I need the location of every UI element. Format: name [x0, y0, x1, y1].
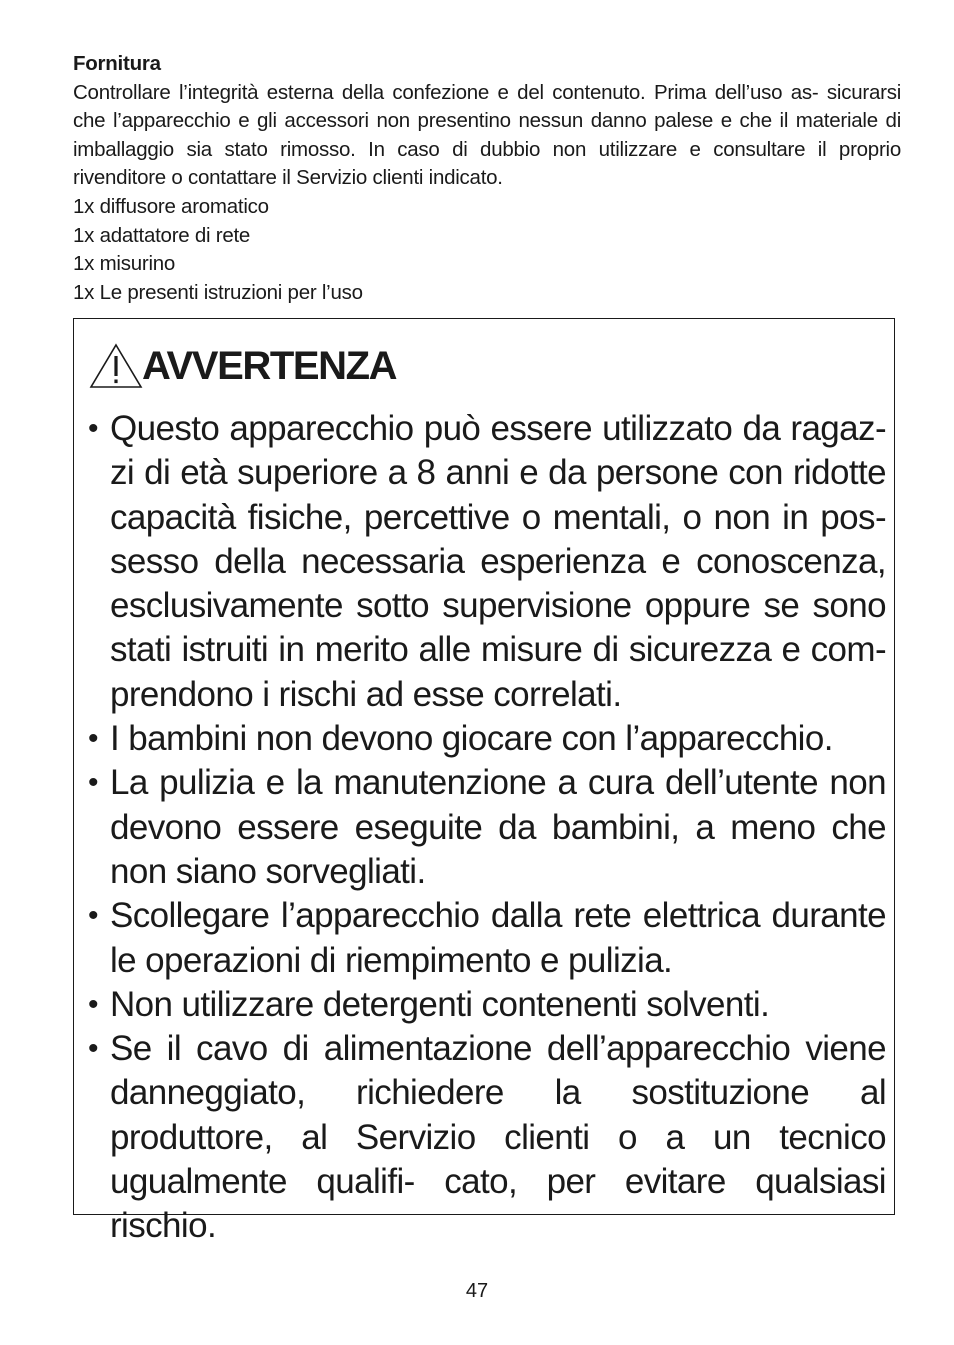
- warning-title: AVVERTENZA: [142, 344, 397, 388]
- supply-item: 1x misurino: [73, 252, 176, 276]
- warning-item: [88, 894, 886, 983]
- warning-list: [88, 407, 886, 1249]
- warning-item: [88, 983, 886, 1027]
- warning-item-text: Questo apparecchio può essere utilizzato da ragaz- zi di età superiore a 8 anni e da persone con ridotte capacità fisiche, percettive o mentali, o non in pos- sesso della necessaria esperienza e conoscenza, esclusivamente sotto supervisione oppure se sono stati istruiti in merito alle misure di sicurezza e com- prendono i rischi ad esse correlati.: [110, 409, 886, 714]
- warning-item-text: Non utilizzare detergenti contenenti solventi.: [110, 984, 770, 1024]
- warning-item-text: La pulizia e la manutenzione a cura dell’utente non devono essere eseguite da bambini, a meno che non siano sorvegliati.: [110, 763, 886, 891]
- warning-item-text: Se il cavo di alimentazione dell’apparecchio viene danneggiato, richiedere la sostituzione al produttore, al Servizio clienti o a un tecnico ugualmente qualifi- cato, per evitare qualsiasi rischio.: [110, 1029, 886, 1246]
- bullet: •: [88, 766, 98, 800]
- supply-section: [73, 50, 901, 307]
- supply-list: [73, 193, 901, 307]
- warning-item: [88, 407, 886, 717]
- supply-heading: Fornitura: [73, 52, 161, 75]
- warning-item-text: Scollegare l’apparecchio dalla rete elettrica durante le operazioni di riempimento e pulizia.: [110, 896, 886, 980]
- warning-item: [88, 717, 886, 761]
- bullet: •: [88, 1032, 98, 1066]
- supply-item: 1x Le presenti istruzioni per l’uso: [73, 280, 363, 304]
- warning-triangle-icon: [88, 342, 144, 390]
- warning-item: [88, 1027, 886, 1248]
- warning-header: [88, 341, 396, 391]
- bullet: •: [88, 722, 98, 756]
- bullet: •: [88, 899, 98, 933]
- bullet: •: [88, 412, 98, 445]
- warning-item-text: I bambini non devono giocare con l’apparecchio.: [110, 719, 833, 759]
- supply-paragraph: Controllare l’integrità esterna della confezione e del contenuto. Prima dell’uso as- sicurarsi che l’apparecchio e gli accessori non presentino nessun danno palese e che il materiale di imballaggio sia stato rimosso. In caso di dubbio non utilizzare e consultare il proprio rivenditore o contattare il Servizio clienti indicato.: [73, 80, 901, 190]
- warning-item: [88, 761, 886, 894]
- supply-item: 1x adattatore di rete: [73, 223, 251, 247]
- warning-box: [73, 318, 895, 1246]
- supply-item: 1x diffusore aromatico: [73, 194, 269, 218]
- page-number: 47: [465, 1280, 489, 1302]
- bullet: •: [88, 987, 98, 1021]
